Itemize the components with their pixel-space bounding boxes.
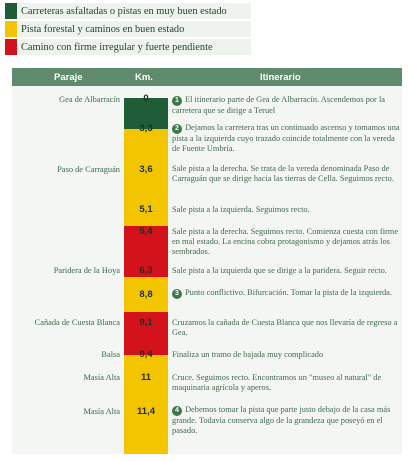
legend-item-red xyxy=(5,39,251,55)
red-swatch xyxy=(5,39,17,55)
header-km: Km. xyxy=(135,72,153,83)
itinerario-text: Sale pista a la derecha. Seguimos recto. Comienza cuesta con firme en mal estado. La encina cobra protagonismo y dejamos atrás los sembrados. xyxy=(172,227,399,256)
itinerario-text: Cruce. Seguimos recto. Encontramos un "museo al natural" de maquinaria agrícola y aperos. xyxy=(172,373,382,392)
legend-label: Pista forestal y caminos en buen estado xyxy=(21,23,185,35)
itinerario-text: Dejamos la carretera tras un continuado ascenso y tomamos una pista a la izquierda cuyo trazado coincide totalmente con la vereda de Fuente Umbría. xyxy=(172,123,400,153)
km-cell: 3,3 xyxy=(139,123,153,134)
itinerario-text: Punto conflictivo. Bifurcación. Tomar la pista de la izquierda. xyxy=(185,288,392,297)
paraje-cell: Cañada de Cuesta Blanca xyxy=(34,318,120,327)
table-body xyxy=(12,86,402,454)
itinerario-cell xyxy=(172,405,400,436)
itinerario-cell xyxy=(172,123,400,154)
km-cell: 0 xyxy=(143,93,149,104)
km-cell: 11 xyxy=(140,372,152,383)
paraje-cell: Masía Alta xyxy=(83,407,120,416)
itinerario-cell xyxy=(172,288,400,299)
itinerario-cell xyxy=(172,266,400,276)
step-number-badge: 3 xyxy=(172,289,182,299)
itinerario-cell xyxy=(172,227,400,257)
step-number-badge: 2 xyxy=(172,124,182,134)
legend-label: Camino con firme irregular y fuerte pendiente xyxy=(21,41,213,53)
green-swatch xyxy=(5,3,17,19)
itinerario-text: Sale pista a la izquierda. Seguimos recto. xyxy=(172,205,310,214)
km-cell: 11,4 xyxy=(137,406,155,417)
legend-item-yellow xyxy=(5,21,251,37)
itinerario-text: Debemos tomar la pista que parte justo debajo de la casa más grande. Todavía conserva algo de la grandeza que poseyó en el pasado. xyxy=(172,405,391,435)
itinerario-cell xyxy=(172,95,400,116)
route-table xyxy=(12,68,402,454)
paraje-cell: Paridera de la Hoya xyxy=(53,266,120,275)
paraje-cell: Gea de Albarracín xyxy=(59,95,120,104)
itinerario-text: Sale pista a la izquierda que se dirige a la paridera. Seguir recto. xyxy=(172,266,387,275)
itinerario-cell xyxy=(172,164,400,184)
table-header xyxy=(12,68,402,86)
itinerario-text: El itinerario parte de Gea de Albarracín. Ascendemos por la carretera que se dirige a Teruel xyxy=(172,95,385,115)
km-cell: 9,1 xyxy=(139,317,153,328)
km-cell: 8,8 xyxy=(139,289,153,300)
itinerario-cell xyxy=(172,350,400,360)
km-cell: 9,4 xyxy=(139,349,153,360)
header-paraje: Paraje xyxy=(54,72,83,83)
paraje-cell: Balsa xyxy=(101,350,120,359)
itinerario-cell xyxy=(172,205,400,215)
segment-yellow xyxy=(124,355,168,454)
header-itinerario: Itinerario xyxy=(260,72,301,83)
itinerario-text: Cruzamos la cañada de Cuesta Blanca que nos llevaría de regreso a Gea. xyxy=(172,318,398,337)
itinerario-text: Finaliza un tramo de bajada muy complicado xyxy=(172,350,324,359)
legend-label: Carreteras asfaltadas o pistas en muy buen estado xyxy=(21,5,227,17)
legend-item-green xyxy=(5,3,251,19)
paraje-cell: Masía Alta xyxy=(83,373,120,382)
itinerario-text: Sale pista a la derecha. Se trata de la vereda denominada Paso de Carraguán que se dirige hacia las tierras de Cella. Seguimos recto. xyxy=(172,164,394,183)
legend xyxy=(5,3,251,57)
step-number-badge: 4 xyxy=(172,406,182,416)
km-cell: 3,6 xyxy=(139,164,153,175)
itinerario-cell xyxy=(172,373,400,393)
yellow-swatch xyxy=(5,21,17,37)
step-number-badge: 1 xyxy=(172,96,182,106)
km-cell: 5,4 xyxy=(139,226,153,237)
paraje-cell: Paso de Carraguán xyxy=(57,165,120,174)
km-cell: 6,3 xyxy=(139,265,153,276)
km-cell: 5,1 xyxy=(139,204,153,215)
itinerario-cell xyxy=(172,318,400,338)
